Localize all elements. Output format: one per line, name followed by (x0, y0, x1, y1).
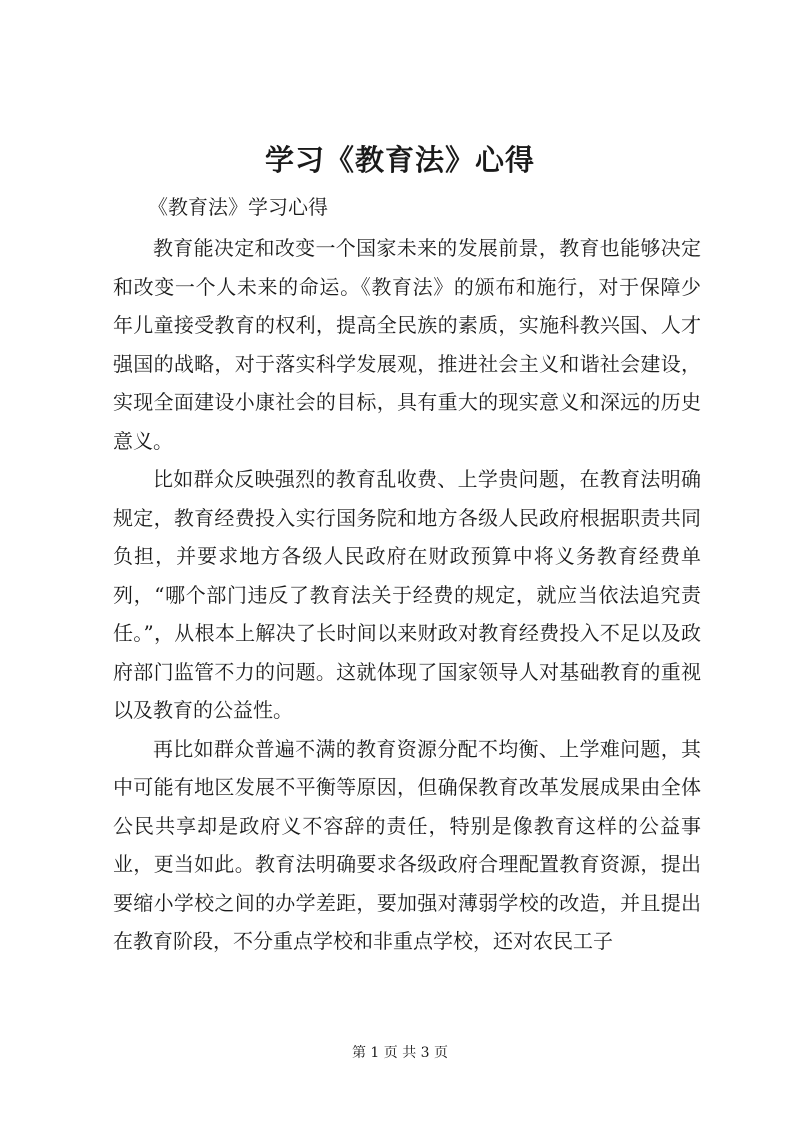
page-footer: 第 1 页 共 3 页 (351, 1045, 449, 1061)
document-body (113, 229, 701, 961)
paragraph-1: 教育能决定和改变一个国家未来的发展前景，教育也能够决定和改变一个人未来的命运。《教育法》的颁布和施行，对于保障少年儿童接受教育的权利，提高全民族的素质，实施科教兴国、人才强国的战略，对于落实科学发展观，推进社会主义和谐社会建设，实现全面建设小康社会的目标，具有重大的现实意义和深远的历史意义。 (113, 236, 701, 453)
paragraph-2: 比如群众反映强烈的教育乱收费、上学贵问题，在教育法明确规定，教育经费投入实行国务院和地方各级人民政府根据职责共同负担，并要求地方各级人民政府在财政预算中将义务教育经费单列，“哪个部门违反了教育法关于经费的规定，就应当依法追究责任。”，从根本上解决了长时间以来财政对教育经费投入不足以及政府部门监管不力的问题。这就体现了国家领导人对基础教育的重视以及教育的公益性。 (113, 467, 701, 722)
paragraph-3: 再比如群众普遍不满的教育资源分配不均衡、上学难问题，其中可能有地区发展不平衡等原因，但确保教育改革发展成果由全体公民共享却是政府义不容辞的责任，特别是像教育这样的公益事业，更当如此。教育法明确要求各级政府合理配置教育资源，提出要缩小学校之间的办学差距，要加强对薄弱学校的改造，并且提出在教育阶段，不分重点学校和非重点学校，还对农民工子 (113, 736, 701, 953)
page-title: 学习《教育法》心得 (264, 143, 535, 177)
document-subtitle: 《教育法》学习心得 (148, 195, 328, 219)
